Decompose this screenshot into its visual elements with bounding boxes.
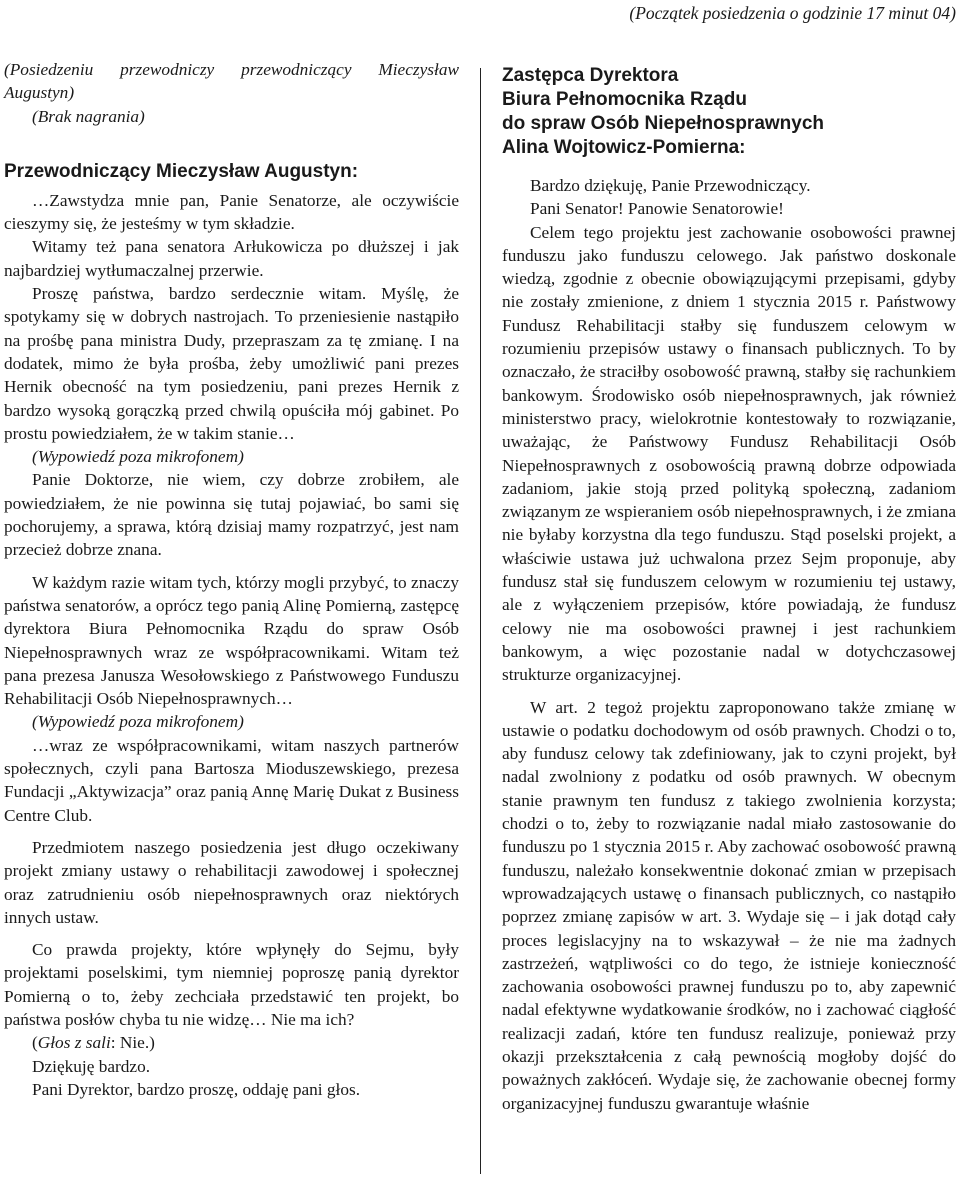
paragraph-10: Pani Dyrektor, bardzo proszę, oddaję pani głos. [32, 1079, 361, 1099]
speaker-heading-deputy-director [502, 64, 956, 160]
right-paragraph-3: Celem tego projektu jest zachowanie osobowości prawnej funduszu jako funduszu celowego. Jak państwo doskonale wiedzą, zgodnie z obecnie obowiązującymi przepisami, gdyby nie zostały zmienione, z dniem 1 stycznia 2015 r. Państwowy Fundusz Rehabilitacji stałby się funduszem celowym w rozumieniu przepisów ustawy o finansach publicznych. To by oznaczało, że straciłby osobowość prawną, stałby się rachunkiem bankowym. Środowisko osób niepełnosprawnych, jak również ministerstwo pracy, wielokrotnie kontestowały to rozwiązanie, uważając, że Państwowy Fundusz Rehabilitacji Osób Niepełnosprawnych z osobowością prawną dobrze odpowiada zadaniom, jakie stoją przed polityką społeczną, zadaniom związanym ze wspieraniem osób niepełnosprawnych, i że zmiana nie byłaby korzystna dla tego funduszu. Stąd poselski projekt, a właściwie ustawa już uchwalona przez Sejm proponuje, aby fundusz stał się funduszem celowym w rozumieniu tej ustawy, ale z wyłączeniem przepisów, które powiadają, że fundusz celowy nie ma osobowości prawnej i jest rachunkiem bankowym, a więc pozostanie nadal w dotychczasowej strukturze organizacyjnej. [502, 222, 956, 685]
interjection-1: (Wypowiedź poza mikrofonem) [32, 447, 244, 467]
voice-label: Głos z sali [37, 1033, 111, 1053]
right-paragraph-2: Pani Senator! Panowie Senatorowie! [530, 199, 784, 219]
right-paragraph-1: Bardzo dziękuję, Panie Przewodniczący. [530, 176, 811, 195]
speaker-heading-chairman: Przewodniczący Mieczysław Augustyn: [4, 160, 359, 182]
speaker-line-1: Zastępca Dyrektora [502, 65, 679, 86]
right-column [502, 58, 956, 1115]
session-start-note: (Początek posiedzenia o godzinie 17 minut 04) [629, 3, 956, 23]
no-recording-note: (Brak nagrania) [32, 106, 145, 126]
voice-text: : Nie. [110, 1033, 150, 1053]
voice-from-room: (Głos z sali: Nie.) [32, 1033, 155, 1053]
column-divider [480, 68, 481, 1174]
paragraph-9: Dziękuję bardzo. [32, 1056, 151, 1076]
paragraph-1: …Zawstydza mnie pan, Panie Senatorze, ale oczywiście cieszymy się, że jesteśmy w tym składzie. [4, 190, 459, 234]
speaker-line-4: Alina Wojtowicz-Pomierna: [502, 137, 746, 158]
paragraph-8: Co prawda projekty, które wpłynęły do Sejmu, były projektami poselskimi, tym niemniej poproszę panią dyrektor Pomierną o to, żeby zechciała przedstawić ten projekt, bo państwa posłów chyba tu nie widzę… Nie ma ich? [4, 940, 459, 1029]
chair-note: (Posiedzeniu przewodniczy przewodniczący Mieczysław Augustyn) [4, 60, 459, 103]
right-paragraph-4: W art. 2 tegoż projektu zaproponowano także zmianę w ustawie o podatku dochodowym od osób prawnych. Chodzi o to, aby fundusz celowy tak zdefiniowany, jak to czyni projekt, był nadal zwolniony z podatku od osób prawnych. W obecnym stanie prawnym ten fundusz z takiego zwolnienia korzysta; chodzi o to, żeby to rozwiązanie nadal miało zastosowanie do funduszu po 1 stycznia 2015 r. Aby zachować osobowość prawną funduszu, należało konsekwentnie dokonać zmian w przepisach wprowadzających ustawę o finansach publicznych, co nastąpiło poprzez zmianę zapisów w art. 3. Wydaje się – i jak dotąd cały proces legislacyjny na to wskazywał – że nie ma żadnych zastrzeżeń, wątpliwości co do tego, że istnieje konieczność zachowania osobowości prawnej funduszu po to, aby zapewnić nadal efektywne wydatkowanie środków, no i zachować ciągłość realizacji zadań, które ten fundusz realizuje, ponieważ przy okazji przekształcenia z całą pewnością mogłoby dojść do poważnych zakłóceń. Wydaje się, że zachowanie obecnej formy organizacyjnej funduszu gwarantuje właśnie [502, 697, 956, 1113]
paragraph-4: Panie Doktorze, nie wiem, czy dobrze zrobiłem, ale powiedziałem, że nie powinna się tutaj pojawiać, bo sami się pochorujemy, a sprawa, którą dzisiaj mamy rozpatrzyć, jest nam przecież dobrze znana. [4, 470, 459, 560]
paragraph-5: W każdym razie witam tych, którzy mogli przybyć, to znaczy państwa senatorów, a oprócz tego panią Alinę Pomierną, zastępcę dyrektora Biura Pełnomocnika Rządu do spraw Osób Niepełnosprawnych wraz ze współpracownikami. Witam też pana prezesa Janusza Wesołowskiego z Państwowego Funduszu Rehabilitacji Osób Niepełnosprawnych… [4, 572, 459, 709]
paragraph-6: …wraz ze współpracownikami, witam naszych partnerów społecznych, czyli pana Bartosza Mioduszewskiego, prezesa Fundacji „Aktywizacja” oraz panią Annę Marię Dukat z Business Centre Club. [4, 735, 459, 825]
interjection-2: (Wypowiedź poza mikrofonem) [32, 712, 244, 732]
paragraph-7: Przedmiotem naszego posiedzenia jest długo oczekiwany projekt zmiany ustawy o rehabilitacji zawodowej i społecznej oraz zatrudnieniu osób niepełnosprawnych oraz niektórych innych ustaw. [4, 837, 459, 927]
speaker-line-2: Biura Pełnomocnika Rządu [502, 89, 747, 110]
paragraph-2: Witamy też pana senatora Arłukowicza po dłuższej i jak najbardziej wytłumaczalnej przerwie. [4, 237, 459, 280]
paragraph-3: Proszę państwa, bardzo serdecznie witam. Myślę, że spotykamy się w dobrych nastrojach. To przeniesienie nastąpiło na prośbę pana ministra Dudy, przepraszam za tę zmianę. I na dodatek, mimo że była prośba, żeby umożliwić pani prezes Hernik obecność na tym posiedzeniu, pani prezes Hernik z bardzo wysoką gorączką przed chwilą opuściła mój gabinet. Po prostu powiedziałem, że w takim stanie… [4, 284, 459, 443]
speaker-line-3: do spraw Osób Niepełnosprawnych [502, 113, 825, 134]
left-column [4, 58, 459, 1101]
